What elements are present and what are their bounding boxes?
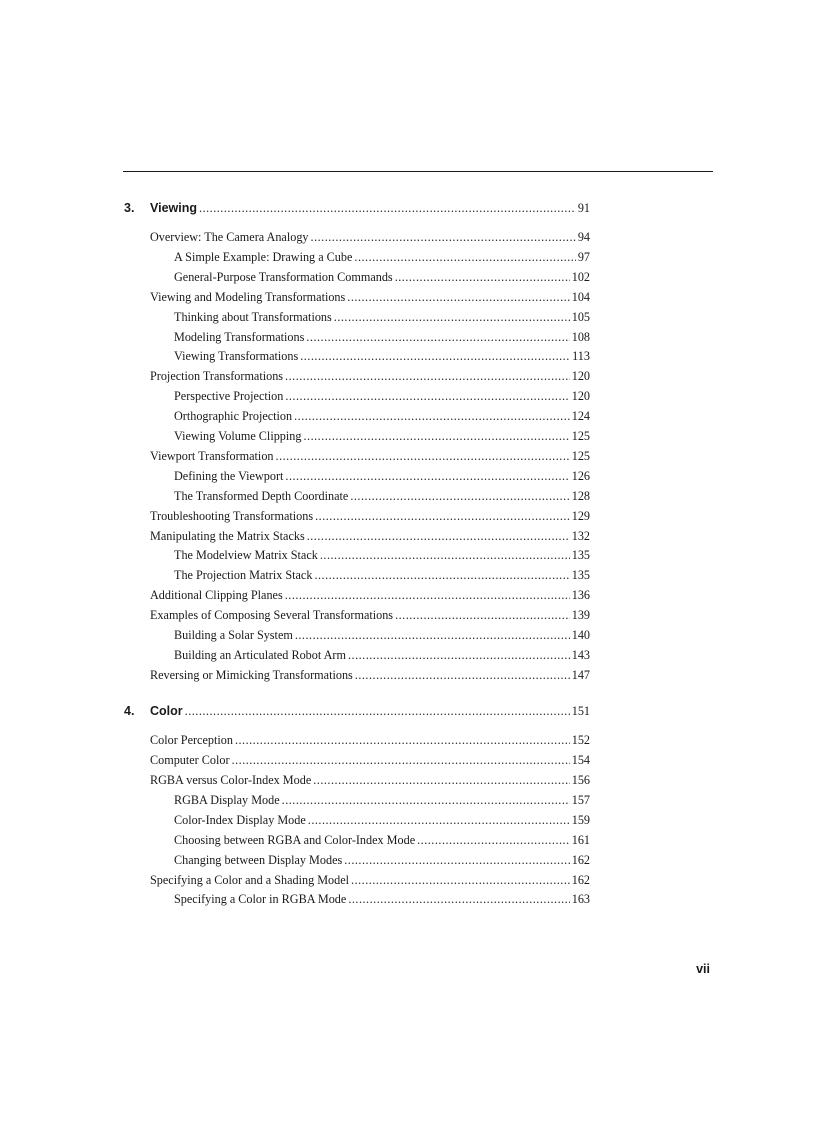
entry-title: Specifying a Color in RGBA Mode — [174, 892, 347, 906]
entry-page: 125 — [571, 449, 590, 463]
leader-dots — [285, 588, 570, 603]
entry-page: 135 — [571, 548, 590, 562]
chapter-title: Color — [150, 704, 183, 718]
toc-subentry[interactable] — [174, 892, 590, 912]
entry-title: Examples of Composing Several Transformations — [150, 608, 394, 622]
entry-page: 139 — [571, 608, 590, 622]
chapter-heading[interactable] — [124, 201, 590, 221]
entry-title: Color-Index Display Mode — [174, 813, 306, 827]
leader-dots — [348, 892, 569, 907]
toc-subentry[interactable] — [174, 568, 590, 588]
entry-page: 108 — [571, 330, 590, 344]
entry-page: 156 — [571, 773, 590, 787]
entry-page: 162 — [571, 853, 590, 867]
entry-page: 135 — [571, 568, 590, 582]
toc-entry[interactable] — [150, 290, 590, 310]
entry-title: Troubleshooting Transformations — [150, 509, 314, 523]
toc-entry[interactable] — [150, 509, 590, 529]
leader-dots — [185, 704, 570, 719]
leader-dots — [300, 349, 570, 364]
leader-dots — [350, 489, 569, 504]
entry-title: The Projection Matrix Stack — [174, 568, 313, 582]
entry-page: 154 — [571, 753, 590, 767]
entry-title: Viewing Transformations — [174, 349, 299, 363]
entry-page: 120 — [571, 389, 590, 403]
toc-subentry[interactable] — [174, 628, 590, 648]
entry-title: Manipulating the Matrix Stacks — [150, 529, 305, 543]
entry-page: 152 — [571, 733, 590, 747]
leader-dots — [285, 469, 569, 484]
toc-subentry[interactable] — [174, 389, 590, 409]
entry-title: Specifying a Color and a Shading Model — [150, 873, 350, 887]
leader-dots — [295, 628, 570, 643]
entry-page: 125 — [571, 429, 590, 443]
leader-dots — [351, 873, 570, 888]
toc-subentry[interactable] — [174, 310, 590, 330]
leader-dots — [354, 250, 575, 265]
header-rule — [123, 171, 713, 172]
leader-dots — [303, 429, 569, 444]
toc-entry[interactable] — [150, 753, 590, 773]
entry-title: Choosing between RGBA and Color-Index Mode — [174, 833, 416, 847]
entry-page: 94 — [577, 230, 590, 244]
toc-subentry[interactable] — [174, 489, 590, 509]
entry-page: 97 — [577, 250, 590, 264]
toc-subentry[interactable] — [174, 833, 590, 853]
leader-dots — [199, 201, 576, 216]
entry-title: RGBA versus Color-Index Mode — [150, 773, 312, 787]
chapter-page: 91 — [577, 201, 590, 215]
toc-entry[interactable] — [150, 773, 590, 793]
entry-title: Viewing and Modeling Transformations — [150, 290, 346, 304]
toc-subentry[interactable] — [174, 648, 590, 668]
chapter-number: 4. — [124, 704, 135, 718]
entry-page: 140 — [571, 628, 590, 642]
entry-page: 162 — [571, 873, 590, 887]
leader-dots — [232, 753, 570, 768]
entry-title: Building a Solar System — [174, 628, 293, 642]
toc-subentry[interactable] — [174, 330, 590, 350]
leader-dots — [355, 668, 570, 683]
entry-page: 105 — [571, 310, 590, 324]
entry-title: Overview: The Camera Analogy — [150, 230, 309, 244]
entry-page: 157 — [571, 793, 590, 807]
chapter-page: 151 — [571, 704, 590, 718]
entry-page: 136 — [571, 588, 590, 602]
leader-dots — [395, 270, 570, 285]
leader-dots — [334, 310, 570, 325]
toc-entry[interactable] — [150, 608, 590, 628]
entry-title: Thinking about Transformations — [174, 310, 332, 324]
toc-entry[interactable] — [150, 529, 590, 549]
leader-dots — [311, 230, 576, 245]
chapter-heading[interactable] — [124, 704, 590, 724]
entry-title: The Transformed Depth Coordinate — [174, 489, 349, 503]
entry-title: RGBA Display Mode — [174, 793, 280, 807]
entry-page: 120 — [571, 369, 590, 383]
toc-entry[interactable] — [150, 668, 590, 688]
entry-page: 163 — [571, 892, 590, 906]
entry-title: Additional Clipping Planes — [150, 588, 283, 602]
entry-title: Reversing or Mimicking Transformations — [150, 668, 353, 682]
toc-entry[interactable] — [150, 449, 590, 469]
entry-page: 132 — [571, 529, 590, 543]
entry-title: Modeling Transformations — [174, 330, 305, 344]
leader-dots — [417, 833, 570, 848]
toc-subentry[interactable] — [174, 813, 590, 833]
chapter-number: 3. — [124, 201, 135, 215]
entry-title: The Modelview Matrix Stack — [174, 548, 318, 562]
leader-dots — [347, 290, 569, 305]
leader-dots — [306, 330, 569, 345]
chapter-title: Viewing — [150, 201, 198, 215]
toc-subentry[interactable] — [174, 409, 590, 429]
toc-subentry[interactable] — [174, 793, 590, 813]
toc-subentry[interactable] — [174, 548, 590, 568]
leader-dots — [344, 853, 569, 868]
leader-dots — [314, 568, 569, 583]
entry-title: Building an Articulated Robot Arm — [174, 648, 346, 662]
leader-dots — [282, 793, 570, 808]
leader-dots — [395, 608, 570, 623]
leader-dots — [285, 389, 569, 404]
entry-page: 124 — [571, 409, 590, 423]
entry-page: 147 — [571, 668, 590, 682]
entry-title: Defining the Viewport — [174, 469, 284, 483]
toc-entry[interactable] — [150, 230, 590, 250]
entry-title: Perspective Projection — [174, 389, 284, 403]
toc-entry[interactable] — [150, 733, 590, 753]
leader-dots — [285, 369, 570, 384]
entry-title: Changing between Display Modes — [174, 853, 343, 867]
entry-title: Viewport Transformation — [150, 449, 274, 463]
page-folio: vii — [696, 962, 710, 976]
leader-dots — [313, 773, 569, 788]
entry-page: 161 — [571, 833, 590, 847]
entry-title: Orthographic Projection — [174, 409, 293, 423]
entry-page: 102 — [571, 270, 590, 284]
entry-title: Color Perception — [150, 733, 233, 747]
entry-page: 159 — [571, 813, 590, 827]
entry-title: Projection Transformations — [150, 369, 284, 383]
entry-page: 126 — [571, 469, 590, 483]
entry-title: Viewing Volume Clipping — [174, 429, 302, 443]
entry-page: 143 — [571, 648, 590, 662]
toc-entry[interactable] — [150, 873, 590, 893]
leader-dots — [315, 509, 570, 524]
entry-page: 113 — [572, 349, 590, 363]
toc-entry[interactable] — [150, 588, 590, 608]
leader-dots — [320, 548, 570, 563]
leader-dots — [235, 733, 570, 748]
leader-dots — [294, 409, 570, 424]
leader-dots — [348, 648, 570, 663]
entry-title: A Simple Example: Drawing a Cube — [174, 250, 353, 264]
leader-dots — [308, 813, 570, 828]
toc-subentry[interactable] — [174, 429, 590, 449]
entry-page: 129 — [571, 509, 590, 523]
toc-subentry[interactable] — [174, 469, 590, 489]
toc-subentry[interactable] — [174, 853, 590, 873]
entry-title: Computer Color — [150, 753, 230, 767]
entry-page: 104 — [571, 290, 590, 304]
toc-entry[interactable] — [150, 369, 590, 389]
entry-title: General-Purpose Transformation Commands — [174, 270, 393, 284]
leader-dots — [276, 449, 570, 464]
toc-subentry[interactable] — [174, 270, 590, 290]
leader-dots — [307, 529, 570, 544]
entry-page: 128 — [571, 489, 590, 503]
toc-subentry[interactable] — [174, 250, 590, 270]
toc-subentry[interactable] — [174, 349, 590, 369]
